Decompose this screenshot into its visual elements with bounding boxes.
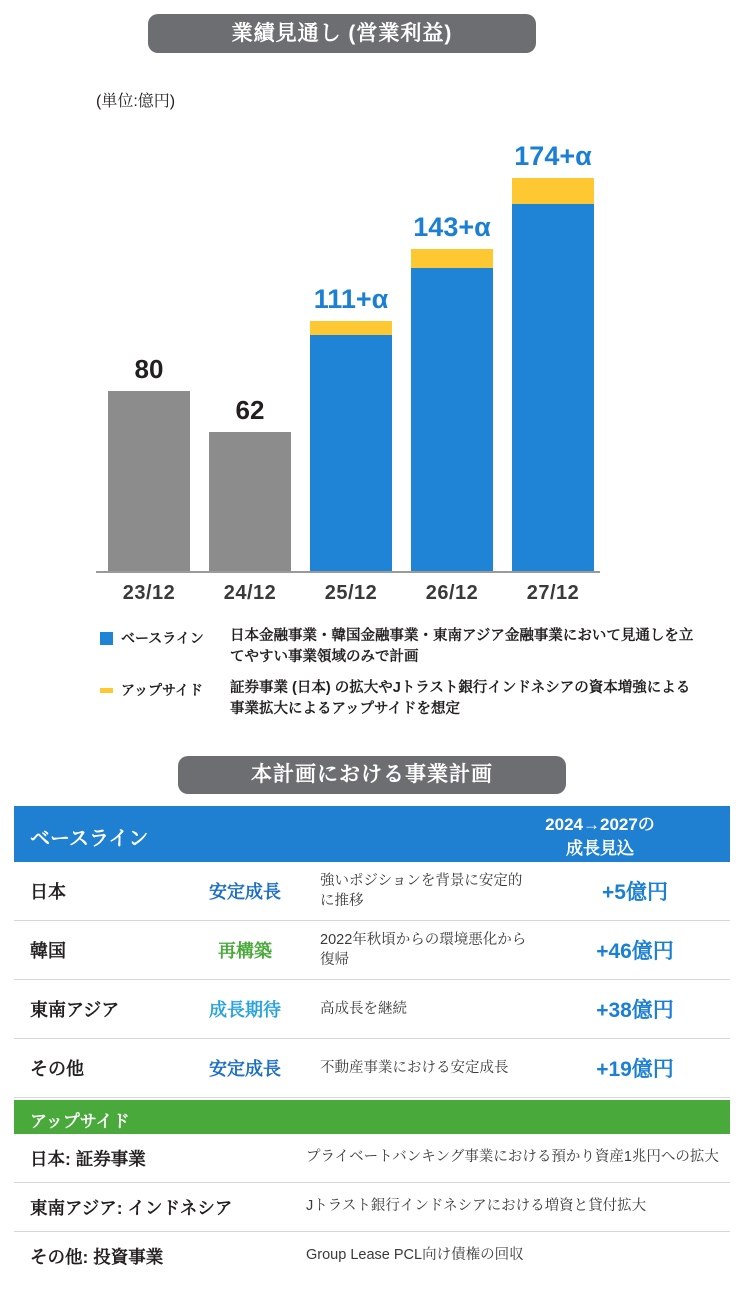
table-row bbox=[14, 1039, 730, 1098]
row-region: 東南アジア bbox=[30, 1000, 120, 1020]
chart-legend bbox=[100, 626, 700, 730]
row-upside-label: 東南アジア: インドネシア bbox=[30, 1197, 233, 1218]
x-tick-label-3: 26/12 bbox=[425, 582, 479, 604]
row-note: 強いポジションを背景に安定的に推移 bbox=[320, 872, 523, 909]
row-growth: +46億円 bbox=[596, 940, 674, 963]
table-row bbox=[14, 1134, 730, 1183]
legend-desc-baseline: 日本金融事業・韓国金融事業・東南アジア金融事業において見通しを立てやすい事業領域のみで計画 bbox=[230, 628, 694, 666]
row-region: 日本 bbox=[30, 882, 66, 902]
legend-swatch-upside bbox=[100, 678, 230, 700]
x-tick-label-0: 23/12 bbox=[122, 582, 176, 604]
table-row bbox=[14, 980, 730, 1039]
plan-title-pill: 本計画における事業計画 bbox=[178, 756, 566, 794]
row-growth: +19億円 bbox=[596, 1058, 674, 1081]
bar-baseline-3 bbox=[411, 268, 493, 571]
legend-swatch-baseline bbox=[100, 626, 230, 648]
row-status: 安定成長 bbox=[209, 1059, 281, 1079]
row-growth: +38億円 bbox=[596, 999, 674, 1022]
row-upside-desc: Group Lease PCL向け債権の回収 bbox=[306, 1247, 524, 1264]
legend-item-upside bbox=[100, 678, 700, 720]
blue-square-icon bbox=[100, 632, 113, 645]
row-note: 高成長を継続 bbox=[320, 1000, 407, 1017]
table-row bbox=[14, 862, 730, 921]
performance-forecast-chart bbox=[0, 60, 743, 620]
bar-label-1: 62 bbox=[235, 395, 265, 425]
bar-label-2: 111+α bbox=[313, 284, 389, 314]
row-upside-label: その他: 投資事業 bbox=[30, 1246, 164, 1267]
yellow-bar-icon bbox=[100, 688, 113, 693]
bar-upside-2 bbox=[310, 321, 392, 335]
row-region: 韓国 bbox=[30, 941, 66, 961]
bar-upside-3 bbox=[411, 249, 493, 268]
x-tick-label-2: 25/12 bbox=[324, 582, 378, 604]
row-status: 安定成長 bbox=[209, 882, 281, 902]
legend-label-baseline: ベースライン bbox=[121, 630, 204, 646]
bar-label-3: 143+α bbox=[413, 212, 491, 242]
upside-band-label: アップサイド bbox=[30, 1112, 130, 1131]
legend-desc-upside: 証券事業 (日本) の拡大やJトラスト銀行インドネシアの資本増強による事業拡大によるアップサイドを想定 bbox=[230, 680, 691, 718]
bar-baseline-0 bbox=[108, 391, 190, 571]
table-row bbox=[14, 1232, 730, 1280]
row-upside-desc: プライベートバンキング事業における預かり資産1兆円への拡大 bbox=[306, 1149, 719, 1166]
legend-label-upside: アップサイド bbox=[121, 682, 204, 699]
growth-header-line1: 2024→2027の bbox=[545, 815, 655, 834]
x-tick-label-1: 24/12 bbox=[223, 582, 277, 604]
chart-axis-line bbox=[96, 571, 600, 573]
bar-baseline-1 bbox=[209, 432, 291, 571]
legend-item-baseline bbox=[100, 626, 700, 668]
row-upside-desc: Jトラスト銀行インドネシアにおける増資と貸付拡大 bbox=[306, 1198, 647, 1215]
table-row bbox=[14, 921, 730, 980]
baseline-band-label: ベースライン bbox=[30, 828, 149, 850]
row-upside-label: 日本: 証券事業 bbox=[30, 1148, 146, 1169]
bar-baseline-4 bbox=[512, 204, 594, 571]
bar-baseline-2 bbox=[310, 335, 392, 571]
row-status: 再構築 bbox=[218, 941, 272, 961]
row-status: 成長期待 bbox=[209, 1000, 281, 1020]
baseline-band-header bbox=[14, 808, 730, 862]
bar-label-0: 80 bbox=[134, 354, 164, 384]
x-tick-label-4: 27/12 bbox=[526, 582, 580, 604]
table-row bbox=[14, 1183, 730, 1232]
row-region: その他 bbox=[30, 1059, 84, 1079]
row-growth: +5億円 bbox=[602, 881, 668, 904]
growth-column-header bbox=[490, 813, 710, 861]
business-plan-table bbox=[14, 808, 730, 1280]
row-note: 2022年秋頃からの環境悪化から復帰 bbox=[320, 931, 527, 968]
chart-title-pill: 業績見通し (営業利益) bbox=[148, 14, 536, 53]
row-note: 不動産事業における安定成長 bbox=[320, 1059, 509, 1076]
bar-upside-4 bbox=[512, 178, 594, 204]
growth-header-line2: 成長見込 bbox=[566, 838, 634, 858]
bar-label-4: 174+α bbox=[514, 141, 592, 171]
chart-unit-label: (単位:億円) bbox=[96, 93, 176, 110]
upside-band-header bbox=[14, 1100, 730, 1134]
